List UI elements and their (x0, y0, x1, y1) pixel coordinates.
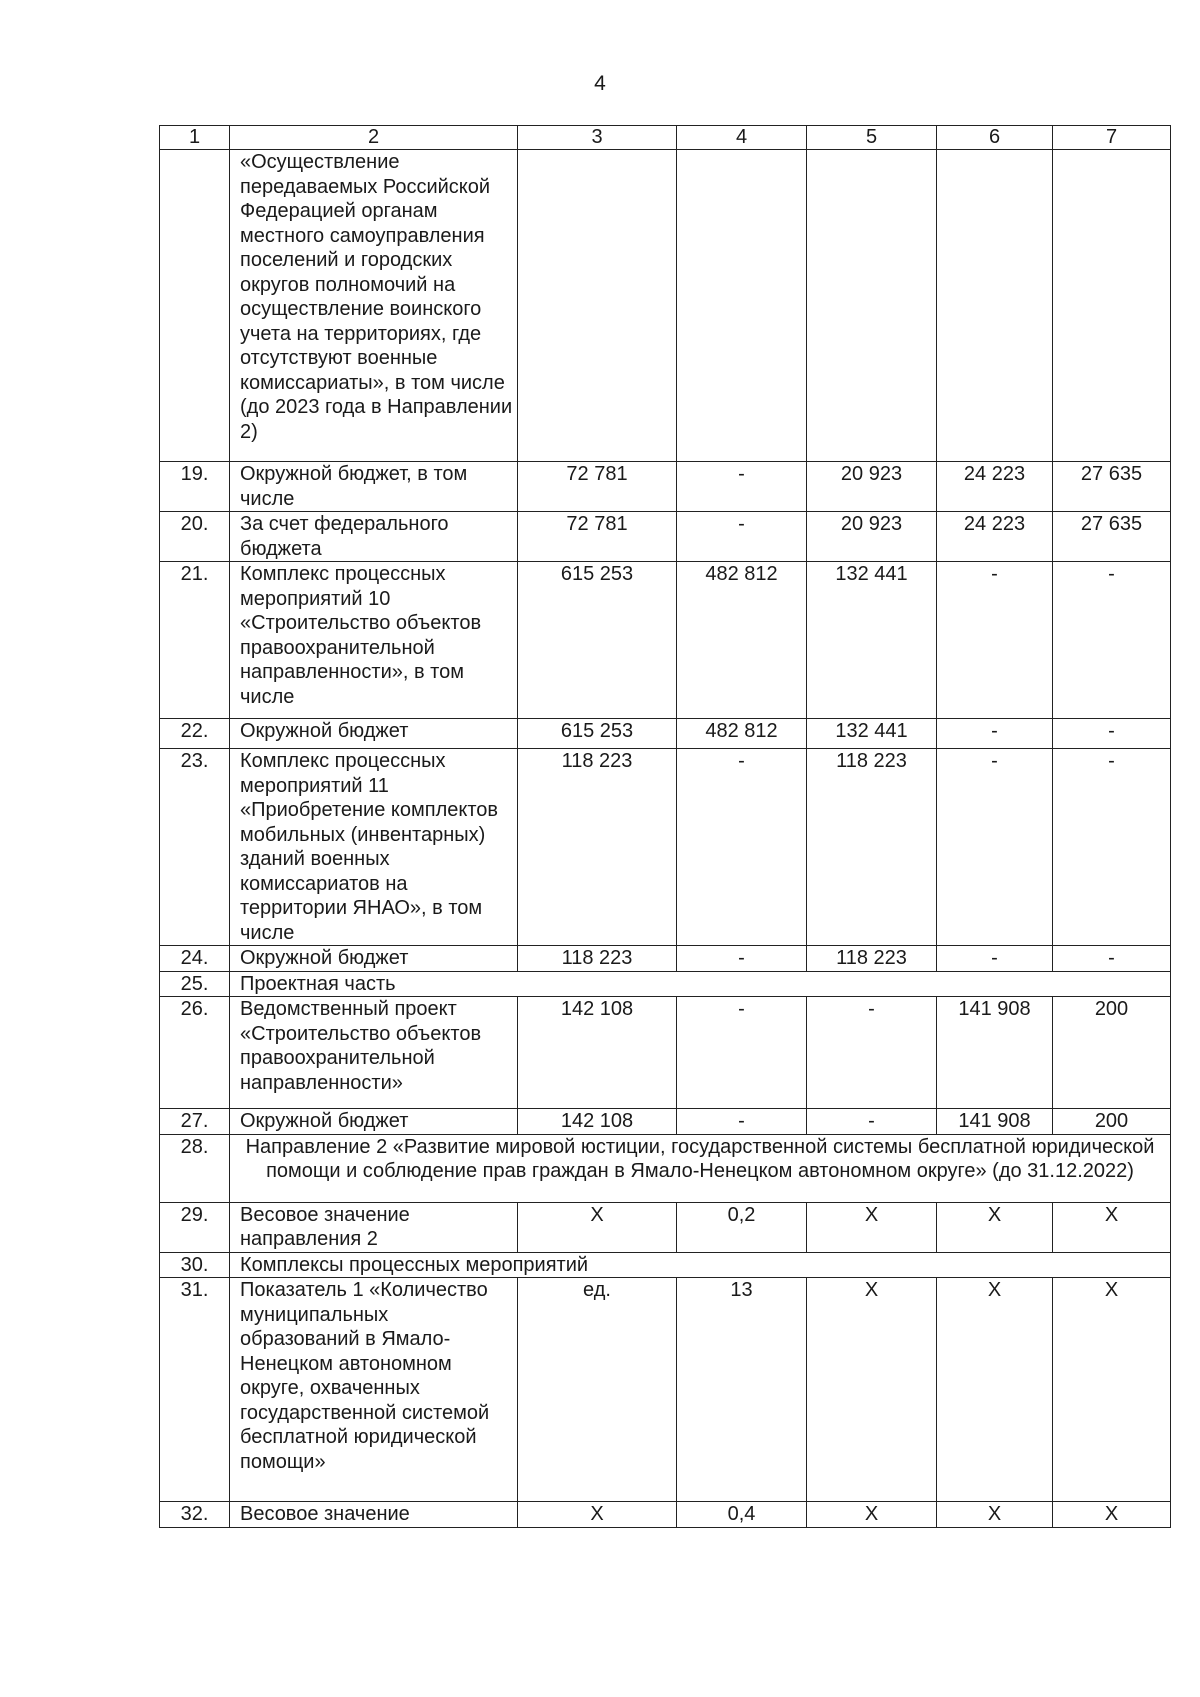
value-cell-col4: 13 (677, 1278, 807, 1502)
value-cell-col7: - (1053, 946, 1171, 972)
value-cell-col5: X (807, 1502, 937, 1528)
row-number-cell: 26. (160, 997, 230, 1109)
value-cell-col5: X (807, 1278, 937, 1502)
value-cell-col3: 142 108 (518, 997, 677, 1109)
value-cell-col3 (518, 150, 677, 462)
value-cell-col7: X (1053, 1202, 1171, 1252)
value-cell-col6: X (937, 1502, 1053, 1528)
table-row (160, 1252, 1171, 1278)
value-cell-col7: X (1053, 1278, 1171, 1502)
value-cell-col7: - (1053, 562, 1171, 719)
value-cell-col6: 24 223 (937, 462, 1053, 512)
column-header: 6 (937, 126, 1053, 150)
value-cell-col3: 615 253 (518, 719, 677, 749)
value-cell-col7: 200 (1053, 1109, 1171, 1135)
column-header: 7 (1053, 126, 1171, 150)
value-cell-col6 (937, 150, 1053, 462)
row-number-cell: 30. (160, 1252, 230, 1278)
row-number-cell: 19. (160, 462, 230, 512)
budget-table (159, 125, 1171, 1528)
value-cell-col5: 132 441 (807, 719, 937, 749)
row-name-cell: Весовое значение (230, 1502, 518, 1528)
value-cell-col5: X (807, 1202, 937, 1252)
value-cell-col5: 20 923 (807, 512, 937, 562)
column-header: 3 (518, 126, 677, 150)
value-cell-col4: - (677, 946, 807, 972)
row-number-cell: 27. (160, 1109, 230, 1135)
section-heading-cell: Комплексы процессных мероприятий (230, 1252, 1171, 1278)
table-header-row (160, 126, 1171, 150)
value-cell-col4: 482 812 (677, 562, 807, 719)
table-row (160, 946, 1171, 972)
table-row (160, 1502, 1171, 1528)
value-cell-col6: 141 908 (937, 1109, 1053, 1135)
row-number-cell: 25. (160, 971, 230, 997)
row-number-cell: 29. (160, 1202, 230, 1252)
value-cell-col4: 0,2 (677, 1202, 807, 1252)
column-header: 2 (230, 126, 518, 150)
value-cell-col3: 118 223 (518, 749, 677, 946)
column-header: 5 (807, 126, 937, 150)
value-cell-col5 (807, 150, 937, 462)
value-cell-col4: 482 812 (677, 719, 807, 749)
row-name-cell: Окружной бюджет (230, 1109, 518, 1135)
value-cell-col6: - (937, 719, 1053, 749)
value-cell-col3: ед. (518, 1278, 677, 1502)
section-heading-cell: Проектная часть (230, 971, 1171, 997)
page-number: 4 (594, 72, 606, 95)
row-name-cell: За счет федерального бюджета (230, 512, 518, 562)
value-cell-col3: 72 781 (518, 462, 677, 512)
value-cell-col5: 118 223 (807, 749, 937, 946)
row-number-cell: 22. (160, 719, 230, 749)
direction-heading-cell: Направление 2 «Развитие мировой юстиции, государственной системы бесплатной юридической помощи и соблюдение прав граждан в Ямало-Ненецком автономном округе» (до 31.12.2022) (230, 1134, 1171, 1202)
value-cell-col6: - (937, 562, 1053, 719)
row-number-cell: 31. (160, 1278, 230, 1502)
value-cell-col3: 72 781 (518, 512, 677, 562)
value-cell-col3: 118 223 (518, 946, 677, 972)
row-number-cell (160, 150, 230, 462)
row-number-cell: 20. (160, 512, 230, 562)
table-row (160, 150, 1171, 462)
value-cell-col4: - (677, 462, 807, 512)
value-cell-col7: - (1053, 719, 1171, 749)
row-name-cell: Весовое значение направления 2 (230, 1202, 518, 1252)
value-cell-col5: 20 923 (807, 462, 937, 512)
value-cell-col7: 200 (1053, 997, 1171, 1109)
value-cell-col6: X (937, 1202, 1053, 1252)
row-name-cell: Комплекс процессных мероприятий 10 «Строительство объектов правоохранительной направленности», в том числе (230, 562, 518, 719)
value-cell-col7 (1053, 150, 1171, 462)
row-name-cell: «Осуществление передаваемых Российской Федерацией органам местного самоуправления поселений и городских округов полномочий на осуществление воинского учета на территориях, где отсутствуют военные комиссариаты», в том числе (до 2023 года в Направлении 2) (230, 150, 518, 462)
column-header: 1 (160, 126, 230, 150)
column-header: 4 (677, 126, 807, 150)
table-row (160, 1278, 1171, 1502)
row-number-cell: 28. (160, 1134, 230, 1202)
table-row (160, 1134, 1171, 1202)
value-cell-col5: 118 223 (807, 946, 937, 972)
table-row (160, 719, 1171, 749)
row-name-cell: Окружной бюджет (230, 946, 518, 972)
row-name-cell: Комплекс процессных мероприятий 11 «Приобретение комплектов мобильных (инвентарных) зданий военных комиссариатов на территории ЯНАО», в том числе (230, 749, 518, 946)
table-row (160, 562, 1171, 719)
value-cell-col3: 142 108 (518, 1109, 677, 1135)
value-cell-col7: X (1053, 1502, 1171, 1528)
value-cell-col5: - (807, 1109, 937, 1135)
value-cell-col3: X (518, 1502, 677, 1528)
table-row (160, 997, 1171, 1109)
table-row (160, 1202, 1171, 1252)
value-cell-col6: 24 223 (937, 512, 1053, 562)
row-name-cell: Показатель 1 «Количество муниципальных образований в Ямало-Ненецком автономном округе, охваченных государственной системой бесплатной юридической помощи» (230, 1278, 518, 1502)
value-cell-col4: 0,4 (677, 1502, 807, 1528)
table-row (160, 971, 1171, 997)
value-cell-col4: - (677, 997, 807, 1109)
row-number-cell: 24. (160, 946, 230, 972)
row-name-cell: Ведомственный проект «Строительство объектов правоохранительной направленности» (230, 997, 518, 1109)
table-row (160, 512, 1171, 562)
row-name-cell: Окружной бюджет, в том числе (230, 462, 518, 512)
row-number-cell: 23. (160, 749, 230, 946)
value-cell-col5: - (807, 997, 937, 1109)
value-cell-col6: - (937, 749, 1053, 946)
value-cell-col5: 132 441 (807, 562, 937, 719)
value-cell-col7: 27 635 (1053, 512, 1171, 562)
value-cell-col3: 615 253 (518, 562, 677, 719)
row-number-cell: 32. (160, 1502, 230, 1528)
value-cell-col7: 27 635 (1053, 462, 1171, 512)
table-row (160, 749, 1171, 946)
value-cell-col4: - (677, 512, 807, 562)
table-row (160, 1109, 1171, 1135)
value-cell-col7: - (1053, 749, 1171, 946)
value-cell-col4: - (677, 1109, 807, 1135)
row-name-cell: Окружной бюджет (230, 719, 518, 749)
value-cell-col6: - (937, 946, 1053, 972)
value-cell-col4 (677, 150, 807, 462)
value-cell-col6: 141 908 (937, 997, 1053, 1109)
value-cell-col6: X (937, 1278, 1053, 1502)
value-cell-col3: X (518, 1202, 677, 1252)
value-cell-col4: - (677, 749, 807, 946)
table-row (160, 462, 1171, 512)
row-number-cell: 21. (160, 562, 230, 719)
